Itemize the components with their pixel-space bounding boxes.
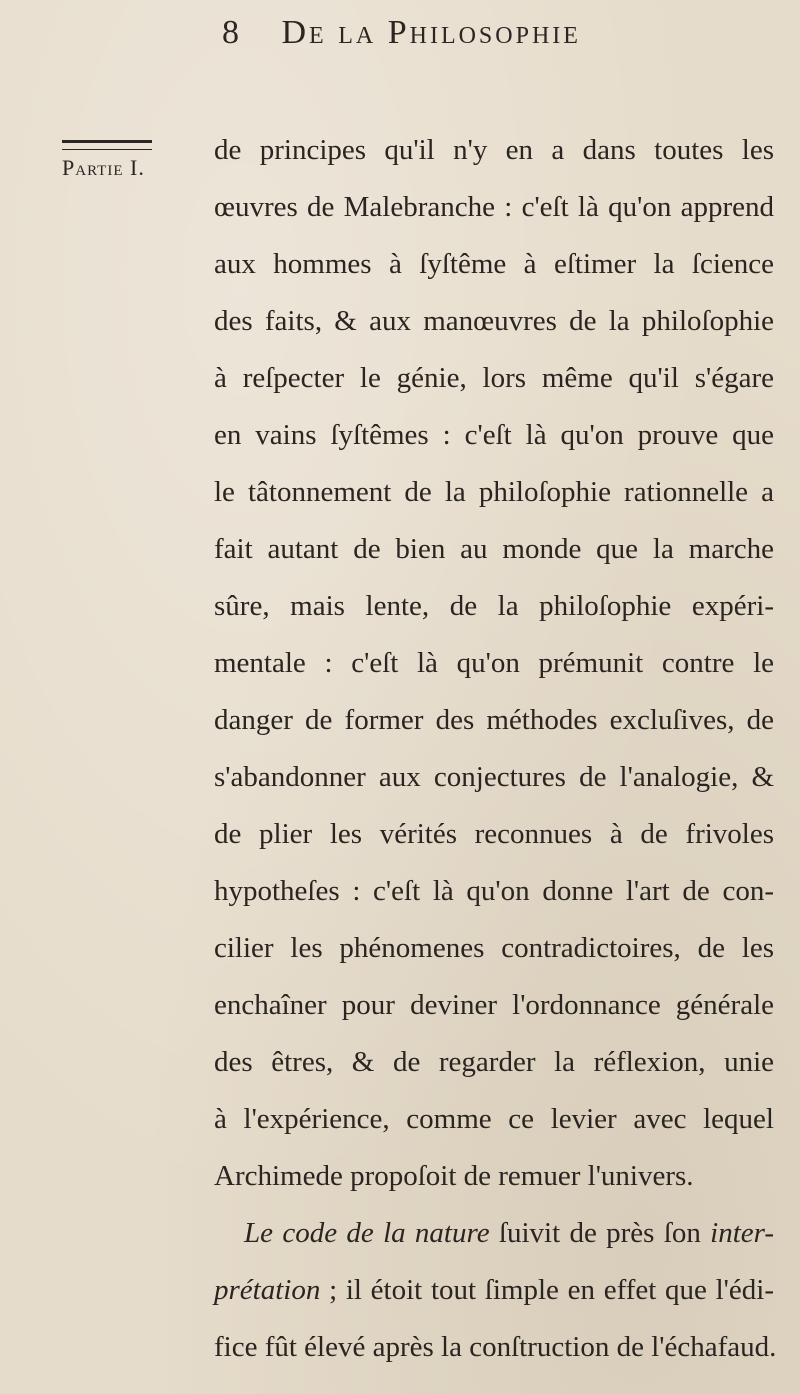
text-line: à l'expérience, comme ce levier avec lequel (214, 1103, 774, 1135)
paragraph-line (214, 1205, 774, 1262)
text-line: Archimede propoſoit de remuer l'univers. (214, 1160, 694, 1192)
text-line: hypotheſes : c'eſt là qu'on donne l'art de con- (214, 875, 774, 907)
text-line: s'abandonner aux conjectures de l'analogie, & (214, 761, 774, 793)
margin-rule (62, 140, 152, 150)
text-line: de plier les vérités reconnues à de frivoles (214, 818, 774, 850)
text-line: danger de former des méthodes excluſives, de (214, 704, 774, 736)
running-header (222, 14, 581, 52)
text-line: des êtres, & de regarder la réflexion, unie (214, 1046, 774, 1078)
body-text (214, 122, 777, 1376)
text-run: ſuivit de près ſon (489, 1217, 711, 1249)
margin-section-label: Partie I. (62, 155, 145, 180)
italic-phrase: inter- (710, 1217, 774, 1249)
text-line: de principes qu'il n'y en a dans toutes les (214, 134, 774, 166)
page-number: 8 (222, 14, 242, 51)
text-line: enchaîner pour deviner l'ordonnance générale (214, 989, 774, 1021)
text-run: ; il étoit tout ſimple en effet que l'édi- (320, 1274, 774, 1306)
text-line: en vains ſyſtêmes : c'eſt là qu'on prouve que (214, 419, 774, 451)
text-line: fice fût élevé après la conſtruction de l'échafaud. (214, 1331, 777, 1363)
text-line: le tâtonnement de la philoſophie rationnelle a (214, 476, 774, 508)
text-line: cilier les phénomenes contradictoires, de les (214, 932, 774, 964)
running-title: De la Philosophie (281, 14, 581, 51)
text-line: aux hommes à ſyſtême à eſtimer la ſcience (214, 248, 774, 280)
text-line: fait autant de bien au monde que la marche (214, 533, 774, 565)
text-line: sûre, mais lente, de la philoſophie expéri- (214, 590, 774, 622)
text-line: œuvres de Malebranche : c'eſt là qu'on apprend (214, 191, 774, 223)
italic-phrase: prétation (214, 1274, 321, 1306)
text-line: des faits, & aux manœuvres de la philoſophie (214, 305, 774, 337)
paragraph-line (214, 1262, 774, 1319)
text-line: mentale : c'eſt là qu'on prémunit contre le (214, 647, 774, 679)
text-line: à reſpecter le génie, lors même qu'il s'égare (214, 362, 774, 394)
italic-phrase: Le code de la nature (244, 1217, 490, 1249)
